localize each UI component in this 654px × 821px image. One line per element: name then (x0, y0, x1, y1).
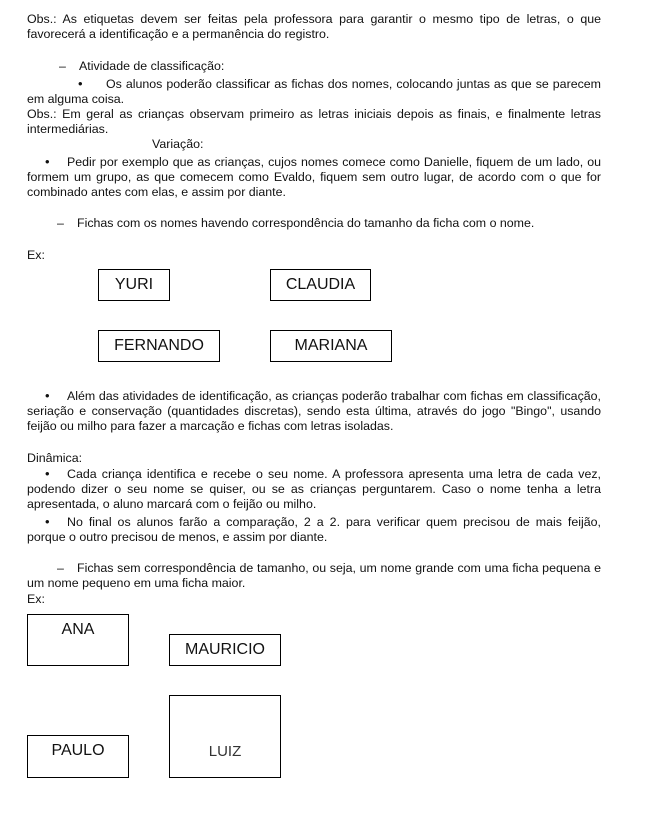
dash-marker: – (57, 216, 64, 230)
name-card-claudia: CLAUDIA (270, 269, 371, 301)
bullet-marker: • (45, 388, 50, 403)
dash-marker: – (57, 561, 64, 575)
name-card-ana: ANA (27, 614, 129, 666)
name-card-luiz: LUIZ (169, 695, 281, 778)
bullet-marker: • (45, 154, 50, 169)
atividade-title: Atividade de classificação: (79, 59, 225, 73)
obs-etiquetas: Obs.: As etiquetas devem ser feitas pela professora para garantir o mesmo tipo de letras, o que favorecerá a identificação e a permanência do registro. (27, 12, 601, 41)
name-card-yuri: YURI (98, 269, 170, 301)
dinamica-bullet-1: Cada criança identifica e recebe o seu nome. A professora apresenta uma letra de cada vez, podendo dizer o seu nome se quiser, ou se as crianças perguntarem. Caso o nome tenha a letra apresentada, o aluno marcará com o feijão ou milho. (27, 467, 601, 511)
name-card-mariana: MARIANA (270, 330, 392, 362)
name-card-paulo: PAULO (27, 735, 129, 778)
bullet-marker: • (45, 466, 50, 481)
example-label: Ex: (27, 248, 45, 262)
example-label: Ex: (27, 592, 45, 606)
variacao-title: Variação: (152, 137, 204, 151)
bullet-marker: • (78, 76, 83, 91)
dinamica-title: Dinâmica: (27, 451, 83, 465)
variacao-bullet-text: Pedir por exemplo que as crianças, cujos nomes comece como Danielle, fiquem de um lado, ou formem um grupo, as que comecem como Evaldo, fiquem sem outro lugar, de acordo com o que for combinado antes com elas, e assim por diante. (27, 155, 601, 199)
name-card-mauricio: MAURICIO (169, 634, 281, 666)
fichas-com-correspondencia: Fichas com os nomes havendo correspondência do tamanho da ficha com o nome. (77, 216, 535, 230)
dinamica-bullet-2: No final os alunos farão a comparação, 2 a 2. para verificar quem precisou de mais feijão, porque o outro precisou de menos, e assim por diante. (27, 515, 601, 544)
obs-letras: Obs.: Em geral as crianças observam primeiro as letras iniciais depois as finais, e finalmente letras intermediárias. (27, 107, 601, 136)
alem-bullet-text: Além das atividades de identificação, as crianças poderão trabalhar com fichas em classificação, seriação e conservação (quantidades discretas), sendo esta última, através do jogo "Bingo", usando feijão ou milho para fazer a marcação e fichas com letras isoladas. (27, 389, 601, 433)
bullet-marker: • (45, 514, 50, 529)
classificar-bullet-text: Os alunos poderão classificar as fichas dos nomes, colocando juntas as que se parecem em alguma coisa. (27, 77, 601, 106)
fichas-sem-correspondencia: Fichas sem correspondência de tamanho, ou seja, um nome grande com uma ficha pequena e um nome pequeno em uma ficha maior. (27, 561, 601, 590)
dash-marker: – (59, 59, 66, 73)
name-card-fernando: FERNANDO (98, 330, 220, 362)
